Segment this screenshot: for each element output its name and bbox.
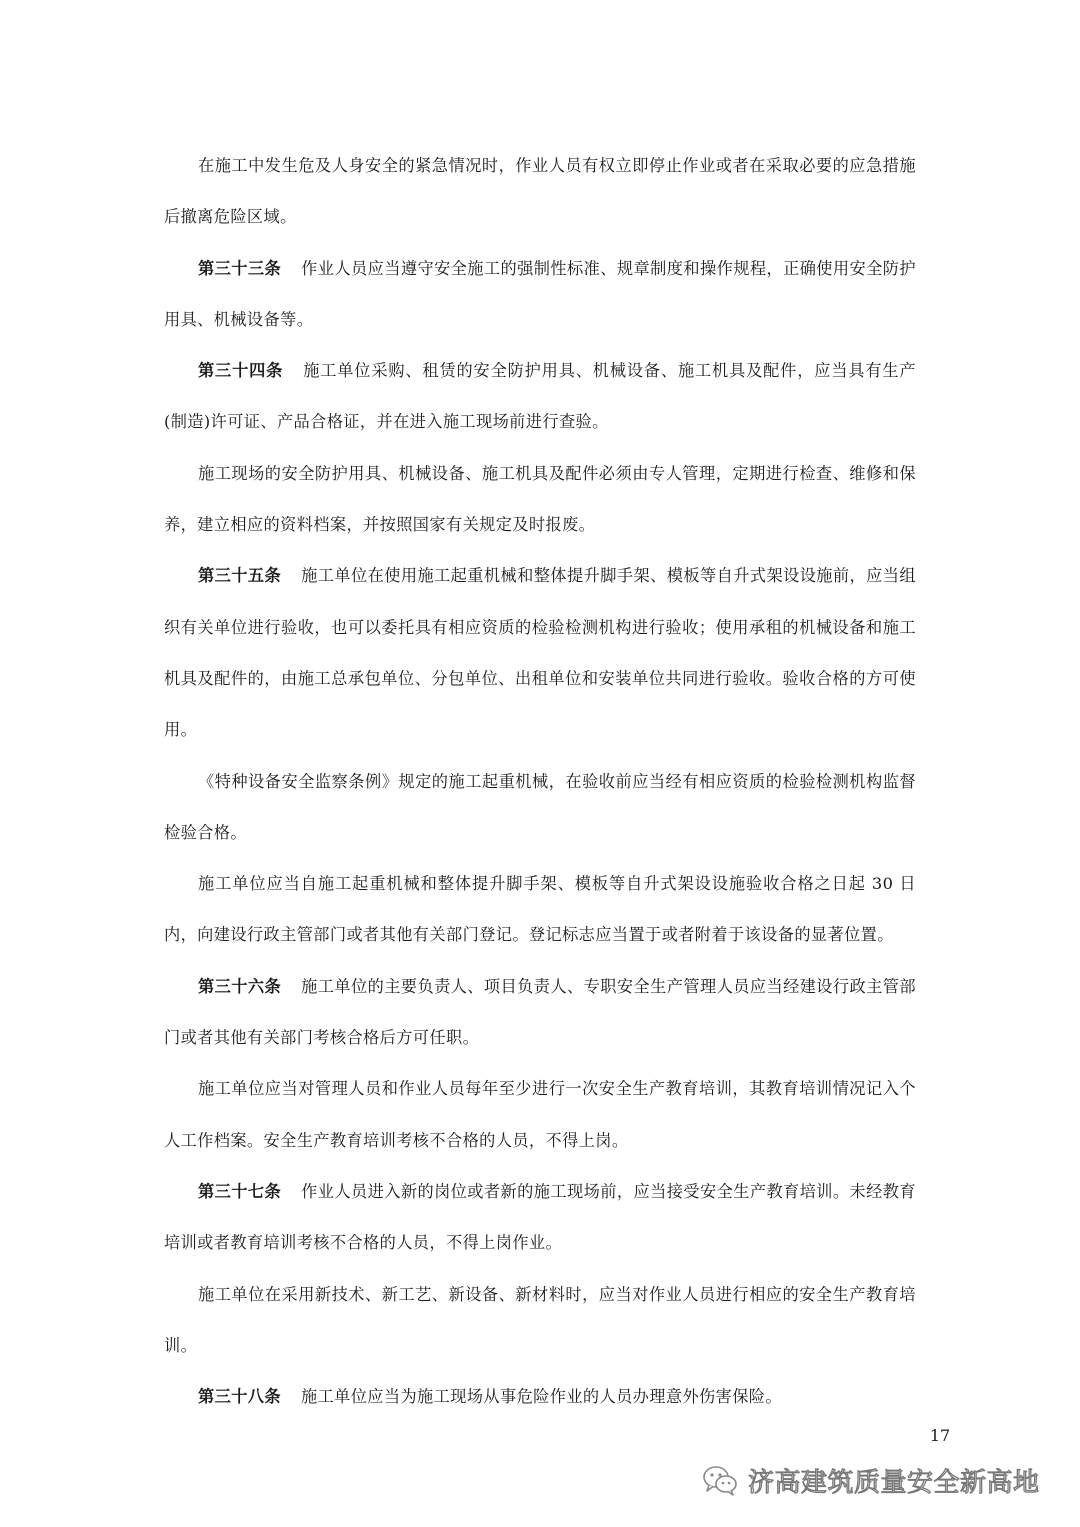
paragraph-text: 作业人员进入新的岗位或者新的施工现场前，应当接受安全生产教育培训。未经教育培训或者教育培训考核不合格的人员，不得上岗作业。 — [164, 1181, 916, 1253]
paragraph — [164, 345, 916, 448]
paragraph — [164, 1371, 916, 1422]
paragraph-text: 作业人员应当遵守安全施工的强制性标准、规章制度和操作规程，正确使用安全防护用具、机械设备等。 — [164, 258, 916, 329]
paragraph — [164, 961, 916, 1064]
watermark — [700, 1460, 1040, 1500]
paragraph — [164, 1166, 916, 1269]
paragraph — [164, 1063, 916, 1166]
watermark-text: 济高建筑质量安全新高地 — [748, 1467, 1040, 1498]
paragraph-text: 施工单位的主要负责人、项目负责人、专职安全生产管理人员应当经建设行政主管部门或者其他有关部门考核合格后方可任职。 — [164, 976, 916, 1048]
article-title: 第三十八条 — [198, 1387, 281, 1407]
paragraph-text: 《特种设备安全监察条例》规定的施工起重机械，在验收前应当经有相应资质的检验检测机构监督检验合格。 — [164, 771, 916, 842]
article-title: 第三十七条 — [198, 1181, 282, 1201]
article-title: 第三十四条 — [198, 361, 284, 381]
page-number: 17 — [929, 1426, 951, 1445]
paragraph — [164, 243, 916, 346]
article-title: 第三十五条 — [198, 566, 282, 586]
paragraph-text: 在施工中发生危及人身安全的紧急情况时，作业人员有权立即停止作业或者在采取必要的应急措施后撤离危险区域。 — [164, 156, 916, 227]
paragraph-text: 施工现场的安全防护用具、机械设备、施工机具及配件必须由专人管理，定期进行检查、维修和保养，建立相应的资料档案，并按照国家有关规定及时报废。 — [164, 463, 916, 535]
paragraph-text: 施工单位在使用施工起重机械和整体提升脚手架、模板等自升式架设设施前，应当组织有关单位进行验收，也可以委托具有相应资质的检验检测机构进行验收；使用承租的机械设备和施工机具及配件的，由施工总承包单位、分包单位、出租单位和安装单位共同进行验收。验收合格的方可使用。 — [164, 566, 916, 740]
document-body — [164, 140, 916, 1422]
paragraph-text: 施工单位采购、租赁的安全防护用具、机械设备、施工机具及配件，应当具有生产(制造)许可证、产品合格证，并在进入施工现场前进行查验。 — [164, 361, 917, 432]
paragraph — [164, 448, 916, 551]
paragraph — [164, 550, 916, 755]
paragraph-text: 施工单位应当自施工起重机械和整体提升脚手架、模板等自升式架设设施验收合格之日起 30 日内，向建设行政主管部门或者其他有关部门登记。登记标志应当置于或者附着于该设备的显著位置。 — [164, 874, 916, 945]
paragraph-text: 施工单位在采用新技术、新工艺、新设备、新材料时，应当对作业人员进行相应的安全生产教育培训。 — [164, 1284, 916, 1355]
paragraph — [164, 756, 916, 859]
paragraph — [164, 140, 916, 243]
paragraph-text: 施工单位应当对管理人员和作业人员每年至少进行一次安全生产教育培训，其教育培训情况记入个人工作档案。安全生产教育培训考核不合格的人员，不得上岗。 — [164, 1079, 916, 1150]
paragraph — [164, 1269, 916, 1372]
article-title: 第三十三条 — [198, 258, 282, 278]
paragraph — [164, 858, 916, 961]
wechat-icon — [700, 1460, 740, 1500]
article-title: 第三十六条 — [198, 976, 282, 996]
paragraph-text: 施工单位应当为施工现场从事危险作业的人员办理意外伤害保险。 — [300, 1387, 782, 1407]
